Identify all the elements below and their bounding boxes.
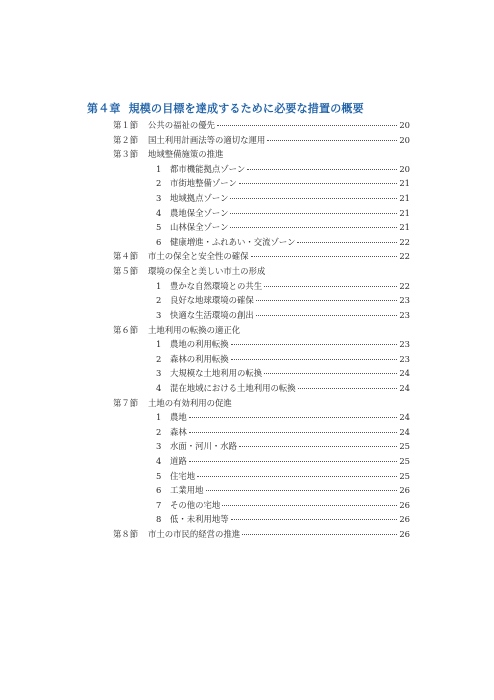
entry-title: 地域拠点ゾーン <box>170 193 229 204</box>
dot-leader <box>231 519 398 520</box>
page-number: 23 <box>399 339 410 350</box>
toc-entry-text <box>148 323 410 338</box>
page-number: 24 <box>399 368 410 379</box>
toc-item-row <box>0 454 494 469</box>
entry-title: 土地利用の転換の適正化 <box>148 324 241 335</box>
dot-leader <box>239 446 397 447</box>
item-number: 2 <box>156 178 162 189</box>
page-number: 26 <box>399 485 410 496</box>
toc-entry-text <box>156 176 410 191</box>
item-number: 2 <box>156 426 162 437</box>
section-label: 第８節 <box>113 529 139 540</box>
dot-leader <box>222 505 397 506</box>
chapter-title-text: 規模の目標を達成するために必要な措置の概要 <box>128 102 364 115</box>
dot-leader <box>264 373 397 374</box>
toc-section-row <box>0 118 494 133</box>
chapter-heading <box>87 100 364 116</box>
toc-entry-text <box>148 527 410 542</box>
page-number: 20 <box>399 134 410 145</box>
toc-entry-text <box>148 249 410 264</box>
toc-entry-text <box>156 425 410 440</box>
toc-section-row <box>0 396 494 411</box>
toc-item-row <box>0 381 494 396</box>
toc-entry-text <box>156 381 410 396</box>
entry-title: 水面・河川・水路 <box>170 441 237 452</box>
dot-leader <box>256 315 398 316</box>
dot-leader <box>239 183 397 184</box>
toc-item-row <box>0 191 494 206</box>
toc-section-row <box>0 133 494 148</box>
entry-title: 健康増進・ふれあい・交流ゾーン <box>170 236 296 247</box>
page-number: 24 <box>399 412 410 423</box>
toc-item-row <box>0 293 494 308</box>
item-number: 4 <box>156 207 162 218</box>
entry-title: 農地 <box>170 412 187 423</box>
toc-entry-text <box>156 162 410 177</box>
item-number: 5 <box>156 222 162 233</box>
item-number: 2 <box>156 353 162 364</box>
item-number: 3 <box>156 193 162 204</box>
page-number: 26 <box>399 499 410 510</box>
item-number: 1 <box>156 412 162 423</box>
dot-leader <box>189 461 398 462</box>
dot-leader <box>231 344 398 345</box>
entry-title: 環境の保全と美しい市土の形成 <box>148 266 266 277</box>
page-number: 21 <box>399 178 410 189</box>
toc-entry-text <box>156 483 410 498</box>
entry-title: 豊かな自然環境との共生 <box>170 280 263 291</box>
dot-leader <box>230 198 397 199</box>
page-number: 22 <box>399 280 410 291</box>
dot-leader <box>231 359 398 360</box>
toc-item-row <box>0 176 494 191</box>
dot-leader <box>189 417 398 418</box>
toc-item-row <box>0 483 494 498</box>
dot-leader <box>298 388 398 389</box>
entry-title: 低・未利用地等 <box>170 514 229 525</box>
page-number: 20 <box>399 120 410 130</box>
page-number: 23 <box>399 309 410 320</box>
toc-entry-text <box>148 147 410 162</box>
toc-entry-text <box>156 352 410 367</box>
toc-entry-text <box>156 308 410 323</box>
page-number: 25 <box>399 441 410 452</box>
toc-section-row <box>0 323 494 338</box>
item-number: 8 <box>156 514 162 525</box>
page-number: 22 <box>399 236 410 247</box>
page-number: 26 <box>399 514 410 525</box>
page-number: 25 <box>399 470 410 481</box>
page-number: 25 <box>399 456 410 467</box>
toc-entry-text <box>156 220 410 235</box>
section-label: 第５節 <box>113 266 139 277</box>
page-number: 20 <box>399 163 410 174</box>
toc-entry-text <box>156 235 410 250</box>
toc-item-row <box>0 425 494 440</box>
page-number: 24 <box>399 382 410 393</box>
toc-entry-text <box>156 279 410 294</box>
toc-item-row <box>0 235 494 250</box>
toc-entry-text <box>156 454 410 469</box>
toc-entry-text <box>156 191 410 206</box>
dot-leader <box>189 432 398 433</box>
page-number: 24 <box>399 426 410 437</box>
toc-item-row <box>0 206 494 221</box>
toc-entry-text <box>148 118 410 133</box>
item-number: 1 <box>156 280 162 291</box>
toc-item-row <box>0 366 494 381</box>
dot-leader <box>230 213 397 214</box>
page-number: 23 <box>399 353 410 364</box>
entry-title: 農地の利用転換 <box>170 339 229 350</box>
toc-entry-text <box>148 264 410 279</box>
entry-title: 土地の有効利用の促進 <box>148 397 232 408</box>
chapter-number: 第４章 <box>87 102 121 115</box>
toc-item-row <box>0 410 494 425</box>
toc-section-row <box>0 147 494 162</box>
toc-item-row <box>0 469 494 484</box>
page-number: 22 <box>399 251 410 262</box>
dot-leader <box>247 169 397 170</box>
item-number: 1 <box>156 163 162 174</box>
entry-title: 道路 <box>170 456 187 467</box>
section-label: 第６節 <box>113 324 139 335</box>
dot-leader <box>217 125 397 126</box>
entry-title: 工業用地 <box>170 485 204 496</box>
toc-item-row <box>0 308 494 323</box>
page-number: 23 <box>399 295 410 306</box>
dot-leader <box>242 534 397 535</box>
toc-entry-text <box>156 498 410 513</box>
item-number: 3 <box>156 441 162 452</box>
section-label: 第７節 <box>113 397 139 408</box>
dot-leader <box>251 256 398 257</box>
section-label: 第１節 <box>113 120 139 130</box>
item-number: 7 <box>156 499 162 510</box>
item-number: 4 <box>156 382 162 393</box>
entry-title: 国土利用計画法等の適切な運用 <box>148 134 266 145</box>
toc-item-row <box>0 162 494 177</box>
entry-title: 住宅地 <box>170 470 196 481</box>
entry-title: 大規模な土地利用の転換 <box>170 368 263 379</box>
toc-entry-text <box>148 396 410 411</box>
toc-entry-text <box>148 133 410 148</box>
entry-title: 良好な地球環境の確保 <box>170 295 254 306</box>
dot-leader <box>230 227 397 228</box>
toc-section-row <box>0 249 494 264</box>
toc-entry-text <box>156 512 410 527</box>
toc-item-row <box>0 352 494 367</box>
item-number: 6 <box>156 485 162 496</box>
item-number: 3 <box>156 368 162 379</box>
entry-title: 山林保全ゾーン <box>170 222 229 233</box>
toc-entry-text <box>156 206 410 221</box>
item-number: 4 <box>156 456 162 467</box>
section-label: 第３節 <box>113 149 139 160</box>
entry-title: 混在地域における土地利用の転換 <box>170 382 296 393</box>
toc-item-row <box>0 220 494 235</box>
toc-item-row <box>0 498 494 513</box>
section-label: 第２節 <box>113 134 139 145</box>
item-number: 2 <box>156 295 162 306</box>
entry-title: 市土の市民的経営の推進 <box>148 529 241 540</box>
entry-title: 快適な生活環境の創出 <box>170 309 254 320</box>
page-number: 21 <box>399 193 410 204</box>
item-number: 1 <box>156 339 162 350</box>
dot-leader <box>264 286 397 287</box>
dot-leader <box>267 140 397 141</box>
page-number: 21 <box>399 207 410 218</box>
toc-entry-text <box>156 337 410 352</box>
entry-title: 森林 <box>170 426 187 437</box>
toc-section-row <box>0 264 494 279</box>
table-of-contents <box>0 118 494 542</box>
page-number: 26 <box>399 529 410 540</box>
toc-item-row <box>0 337 494 352</box>
entry-title: 公共の福祉の優先 <box>148 120 215 130</box>
entry-title: 地域整備施策の推進 <box>148 149 224 160</box>
page-number: 21 <box>399 222 410 233</box>
toc-item-row <box>0 512 494 527</box>
toc-entry-text <box>156 366 410 381</box>
section-label: 第４節 <box>113 251 139 262</box>
entry-title: 都市機能拠点ゾーン <box>170 163 246 174</box>
dot-leader <box>197 476 397 477</box>
toc-entry-text <box>156 439 410 454</box>
dot-leader <box>297 242 397 243</box>
entry-title: 森林の利用転換 <box>170 353 229 364</box>
dot-leader <box>206 490 398 491</box>
toc-entry-text <box>156 469 410 484</box>
item-number: 6 <box>156 236 162 247</box>
entry-title: 農地保全ゾーン <box>170 207 229 218</box>
toc-item-row <box>0 279 494 294</box>
item-number: 3 <box>156 309 162 320</box>
toc-entry-text <box>156 410 410 425</box>
toc-item-row <box>0 439 494 454</box>
toc-section-row <box>0 527 494 542</box>
item-number: 5 <box>156 470 162 481</box>
toc-entry-text <box>156 293 410 308</box>
dot-leader <box>256 300 398 301</box>
entry-title: その他の宅地 <box>170 499 221 510</box>
entry-title: 市街地整備ゾーン <box>170 178 237 189</box>
entry-title: 市土の保全と安全性の確保 <box>148 251 249 262</box>
